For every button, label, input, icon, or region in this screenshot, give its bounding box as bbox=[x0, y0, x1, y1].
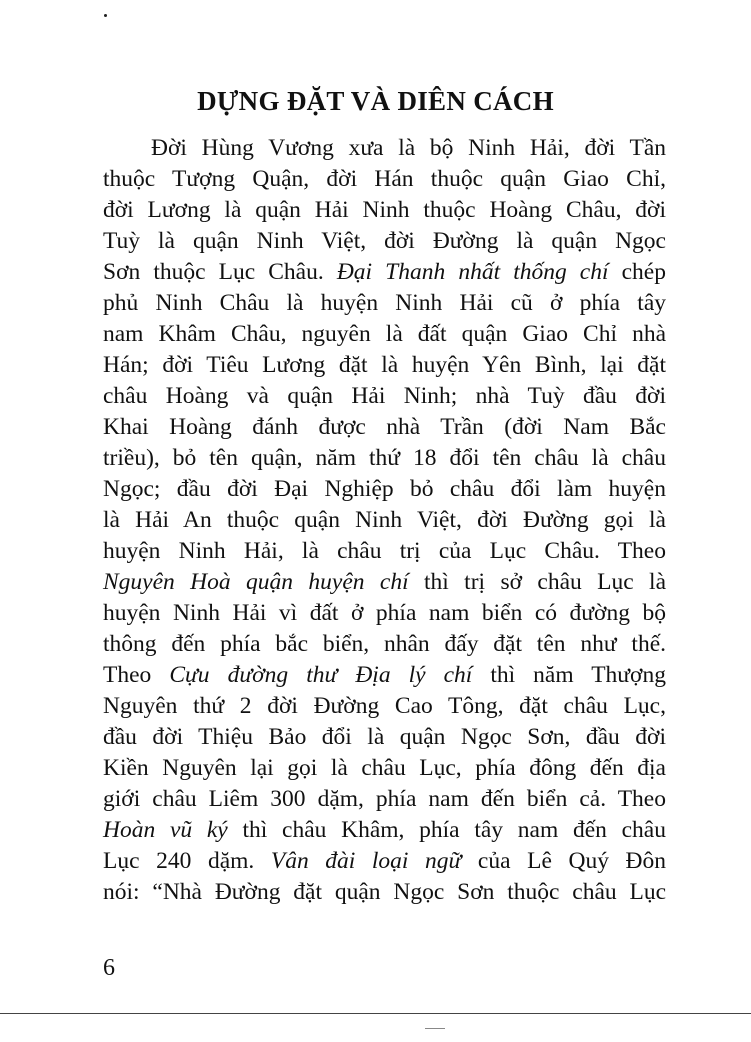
text-segment: châu Hoàng và quận Hải Ninh; nhà Tuỳ đầu đời bbox=[103, 383, 666, 409]
text-segment: đầu đời Thiệu Bảo đổi là quận Ngọc Sơn, đầu đời bbox=[103, 724, 666, 750]
text-line bbox=[103, 722, 666, 753]
text-segment: thì năm Thượng bbox=[472, 662, 666, 688]
text-segment: Hán; đời Tiêu Lương đặt là huyện Yên Bình, lại đặt bbox=[103, 352, 666, 378]
text-segment: phủ Ninh Châu là huyện Ninh Hải cũ ở phía tây bbox=[103, 290, 666, 316]
text-segment: của Lê Quý Đôn bbox=[461, 848, 667, 874]
page-number: 6 bbox=[103, 955, 115, 981]
text-segment: Nguyên thứ 2 đời Đường Cao Tông, đặt châu Lục, bbox=[103, 693, 666, 719]
text-segment: nói: “Nhà Đường đặt quận Ngọc Sơn thuộc châu Lục bbox=[103, 879, 666, 905]
page-bottom-edge bbox=[0, 1013, 751, 1014]
text-segment: huyện Ninh Hải, là châu trị của Lục Châu. Theo bbox=[103, 538, 666, 564]
text-segment: huyện Ninh Hải vì đất ở phía nam biển có đường bộ bbox=[103, 600, 666, 626]
text-segment: thuộc Tượng Quận, đời Hán thuộc quận Giao Chỉ, bbox=[103, 166, 666, 192]
text-line bbox=[103, 505, 666, 536]
text-line bbox=[103, 660, 666, 691]
italic-title-segment: Cựu đường thư Địa lý chí bbox=[169, 662, 473, 688]
text-line bbox=[103, 381, 666, 412]
text-segment: Đời Hùng Vương xưa là bộ Ninh Hải, đời Tần bbox=[151, 135, 666, 161]
text-line bbox=[103, 815, 666, 846]
text-segment: Ngọc; đầu đời Đại Nghiệp bỏ châu đổi làm huyện bbox=[103, 476, 666, 502]
text-segment: Lục 240 dặm. bbox=[103, 848, 271, 874]
text-line bbox=[103, 133, 666, 164]
text-line bbox=[103, 350, 666, 381]
text-segment: Sơn thuộc Lục Châu. bbox=[103, 259, 337, 285]
body-paragraph bbox=[103, 133, 666, 908]
text-line bbox=[103, 784, 666, 815]
text-segment: Tuỳ là quận Ninh Việt, đời Đường là quận Ngọc bbox=[103, 228, 666, 254]
scan-speck bbox=[104, 14, 107, 17]
text-segment: giới châu Liêm 300 dặm, phía nam đến biển cả. Theo bbox=[103, 786, 666, 812]
text-segment: Kiền Nguyên lại gọi là châu Lục, phía đông đến địa bbox=[103, 755, 666, 781]
text-segment: nam Khâm Châu, nguyên là đất quận Giao Chỉ nhà bbox=[103, 321, 666, 347]
text-segment: thì châu Khâm, phía tây nam đến châu bbox=[227, 817, 666, 843]
italic-title-segment: Vân đài loại ngữ bbox=[270, 848, 462, 874]
text-line bbox=[103, 164, 666, 195]
text-line bbox=[103, 443, 666, 474]
text-line bbox=[103, 598, 666, 629]
text-line bbox=[103, 877, 666, 908]
text-segment: triều), bỏ tên quận, năm thứ 18 đổi tên châu là châu bbox=[103, 445, 666, 471]
text-line bbox=[103, 536, 666, 567]
text-line bbox=[103, 753, 666, 784]
bottom-mark bbox=[425, 1028, 445, 1029]
italic-title-segment: Hoàn vũ ký bbox=[103, 817, 228, 843]
text-line bbox=[103, 288, 666, 319]
text-line bbox=[103, 474, 666, 505]
text-line bbox=[103, 319, 666, 350]
text-line bbox=[103, 846, 666, 877]
text-segment: thì trị sở châu Lục là bbox=[408, 569, 667, 595]
text-segment: là Hải An thuộc quận Ninh Việt, đời Đường gọi là bbox=[103, 507, 666, 533]
text-line bbox=[103, 195, 666, 226]
text-segment: đời Lương là quận Hải Ninh thuộc Hoàng Châu, đời bbox=[103, 197, 666, 223]
chapter-title: DỰNG ĐẶT VÀ DIÊN CÁCH bbox=[197, 86, 554, 116]
text-segment: thông đến phía bắc biển, nhân đấy đặt tên như thế. bbox=[103, 631, 666, 657]
text-line bbox=[103, 226, 666, 257]
text-segment: Theo bbox=[103, 662, 170, 688]
text-line bbox=[103, 567, 666, 598]
italic-title-segment: Nguyên Hoà quận huyện chí bbox=[103, 569, 409, 595]
text-segment: Khai Hoàng đánh được nhà Trần (đời Nam Bắc bbox=[103, 414, 666, 440]
italic-title-segment: Đại Thanh nhất thống chí bbox=[336, 259, 609, 285]
text-line bbox=[103, 629, 666, 660]
text-line bbox=[103, 691, 666, 722]
text-line bbox=[103, 257, 666, 288]
text-segment: chép bbox=[608, 259, 666, 285]
text-line bbox=[103, 412, 666, 443]
